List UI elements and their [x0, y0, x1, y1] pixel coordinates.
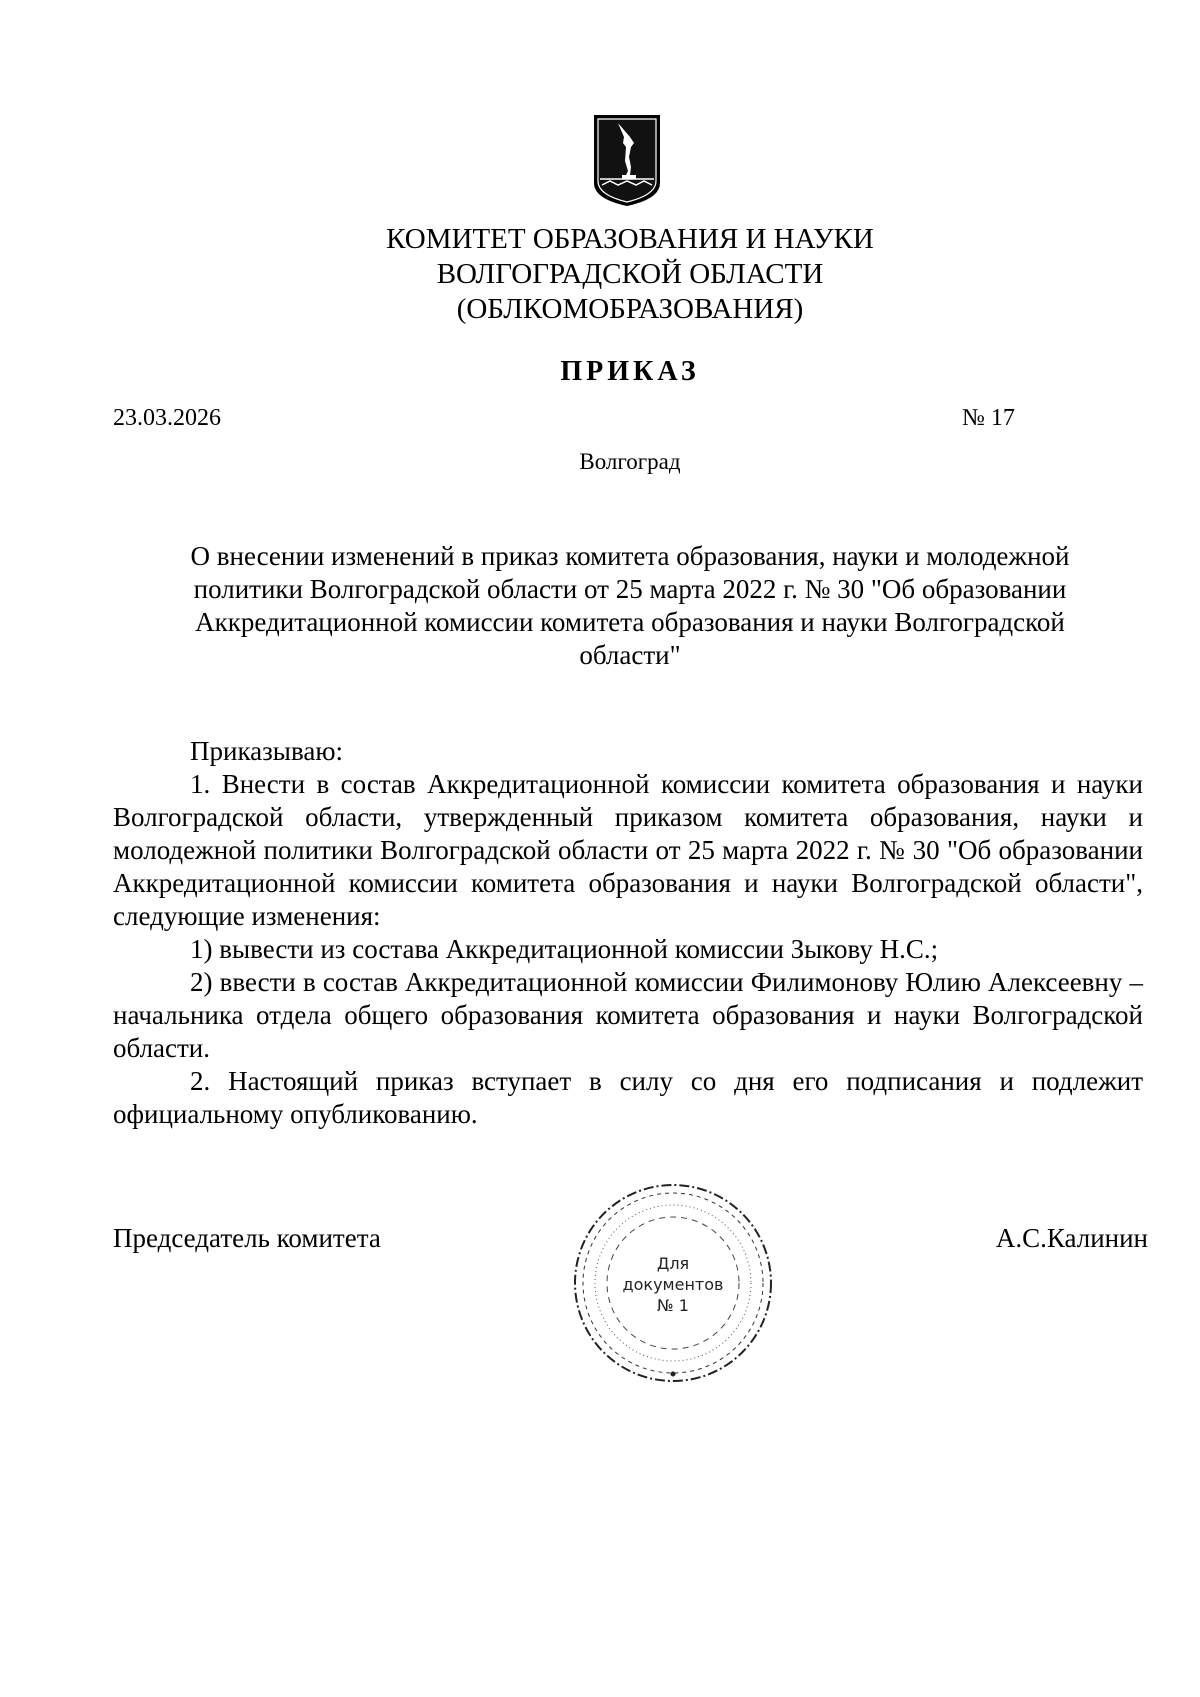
- official-seal-stamp: [568, 1178, 778, 1388]
- seal-line-1: Для: [656, 1254, 690, 1273]
- org-line-1: КОМИТЕТ ОБРАЗОВАНИЯ И НАУКИ: [386, 223, 874, 255]
- coat-of-arms-emblem: [590, 113, 664, 208]
- document-city: Волгоград: [579, 449, 681, 474]
- document-number: № 17: [962, 405, 1015, 431]
- seal-line-2: документов: [622, 1275, 724, 1294]
- document-subject: О внесении изменений в приказ комитета образования, науки и молодежной политики Волгоградской области от 25 марта 2022 г. № 30 "Об образовании Аккредитационной комиссии комитета образования и науки Волгоградской области": [190, 541, 1070, 670]
- signature-name: А.С.Калинин: [995, 1223, 1148, 1253]
- org-line-2: ВОЛГОГРАДСКОЙ ОБЛАСТИ: [436, 258, 824, 290]
- document-body: [113, 735, 1143, 1131]
- organization-name: [0, 222, 1200, 327]
- org-line-3: (ОБЛКОМОБРАЗОВАНИЯ): [456, 293, 804, 325]
- body-paragraph-1: 1. Внести в состав Аккредитационной комиссии комитета образования и науки Волгоградской области, утвержденный приказом комитета образования, науки и молодежной политики Волгоградской области от 25 марта 2022 г. № 30 "Об образовании Аккредитационной комиссии комитета образования и науки Волгоградской области", следующие изменения:: [113, 769, 1143, 931]
- body-paragraph-1-1: 1) вывести из состава Аккредитационной комиссии Зыкову Н.С.;: [190, 934, 939, 964]
- body-paragraph-1-2: 2) ввести в состав Аккредитационной комиссии Филимонову Юлию Алексеевну – начальника отдела общего образования комитета образования и науки Волгоградской области.: [113, 967, 1143, 1063]
- signature-role: Председатель комитета: [113, 1223, 381, 1253]
- body-intro: Приказываю:: [190, 736, 343, 766]
- document-date: 23.03.2026: [113, 405, 221, 431]
- body-paragraph-2: 2. Настоящий приказ вступает в силу со дня его подписания и подлежит официальному опубликованию.: [113, 1066, 1143, 1129]
- document-type-title: ПРИКАЗ: [560, 356, 700, 387]
- seal-line-3: № 1: [657, 1296, 689, 1315]
